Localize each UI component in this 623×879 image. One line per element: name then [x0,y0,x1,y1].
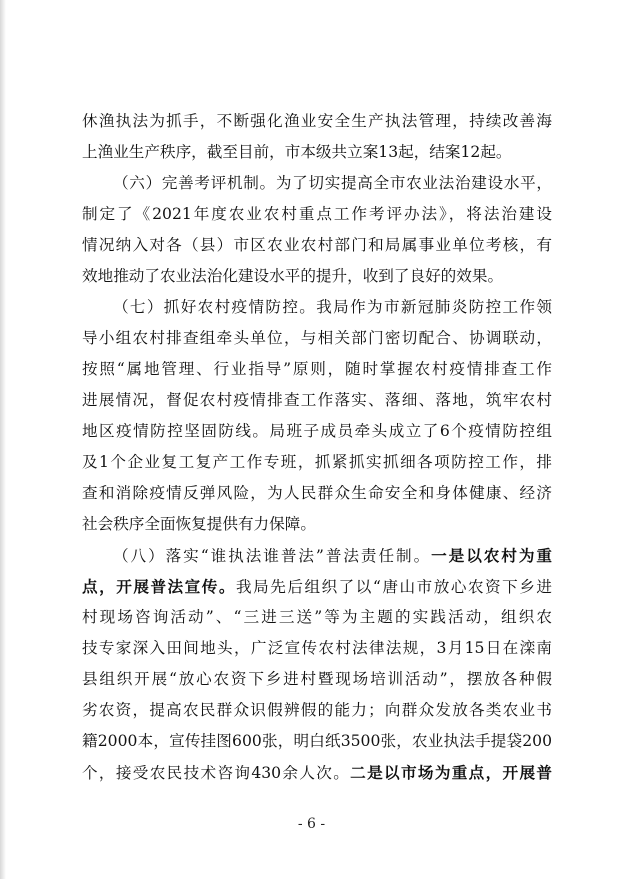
text-line [82,168,552,199]
text-line [82,540,552,571]
text-line [82,602,552,633]
text-line [82,478,552,509]
text-segment: 效地推动了农业法治化建设水平的提升，收到了良好的效果。 [82,267,504,285]
text-line [82,695,552,726]
text-segment: （六）完善考评机制。为了切实提高全市农业法治建设水平， [113,174,552,192]
text-line [82,509,552,540]
text-segment: 情况纳入对各（县）市区农业农村部门和局属事业单位考核，有 [82,236,552,254]
text-line [82,726,552,757]
text-segment: 我局先后组织了以“唐山市放心农资下乡进 [236,578,552,596]
text-line [82,757,552,788]
text-line [82,199,552,230]
text-line [82,664,552,695]
text-line [82,354,552,385]
text-segment: （七）抓好农村疫情防控。我局作为市新冠肺炎防控工作领 [113,298,552,316]
text-segment: 籍2000本，宣传挂图600张，明白纸3500张，农业执法手提袋200 [82,732,552,750]
text-segment: 个，接受农民技术咨询430余人次。 [82,764,351,782]
text-line [82,571,552,602]
text-segment: 查和消除疫情反弹风险，为人民群众生命安全和身体健康、经济 [82,484,552,502]
text-line [82,292,552,323]
text-line [82,261,552,292]
text-segment: 地区疫情防控坚固防线。局班子成员牵头成立了6个疫情防控组 [82,422,552,440]
page-edge [0,0,6,879]
text-line [82,230,552,261]
text-segment: 社会秩序全面恢复提供有力保障。 [82,515,316,533]
text-segment: 上渔业生产秩序，截至目前，市本级共立案13起，结案12起。 [82,143,512,161]
bold-text-segment: 点，开展普法宣传。 [82,577,237,596]
text-segment: 按照“属地管理、行业指导”原则，随时掌握农村疫情排查工作 [82,360,552,378]
text-segment: （八）落实“谁执法谁普法”普法责任制。 [113,547,432,565]
document-body [82,106,552,788]
text-segment: 县组织开展“放心农资下乡进村暨现场培训活动”，摆放各种假 [82,670,552,688]
text-segment: 村现场咨询活动”、“三进三送”等为主题的实践活动，组织农 [82,608,552,626]
text-line [82,323,552,354]
bold-text-segment: 一是以农村为重 [431,546,552,565]
text-segment: 导小组农村排查组牵头单位，与相关部门密切配合、协调联动， [82,329,552,347]
text-line [82,447,552,478]
text-segment: 技专家深入田间地头，广泛宣传农村法律法规，3月15日在滦南 [82,639,552,657]
bold-text-segment: 二是以市场为重点，开展普 [350,763,552,782]
text-line [82,385,552,416]
page-number: - 6 - [297,816,326,832]
text-segment: 及1个企业复工复产工作专班，抓紧抓实抓细各项防控工作，排 [82,453,552,471]
text-segment: 休渔执法为抓手，不断强化渔业安全生产执法管理，持续改善海 [82,112,552,130]
text-line [82,137,552,168]
text-line [82,633,552,664]
text-line [82,106,552,137]
text-segment: 劣农资，提高农民群众识假辨假的能力；向群众发放各类农业书 [82,701,552,719]
text-segment: 进展情况，督促农村疫情排查工作落实、落细、落地，筑牢农村 [82,391,552,409]
text-line [82,416,552,447]
text-segment: 制定了《2021年度农业农村重点工作考评办法》，将法治建设 [82,205,552,223]
